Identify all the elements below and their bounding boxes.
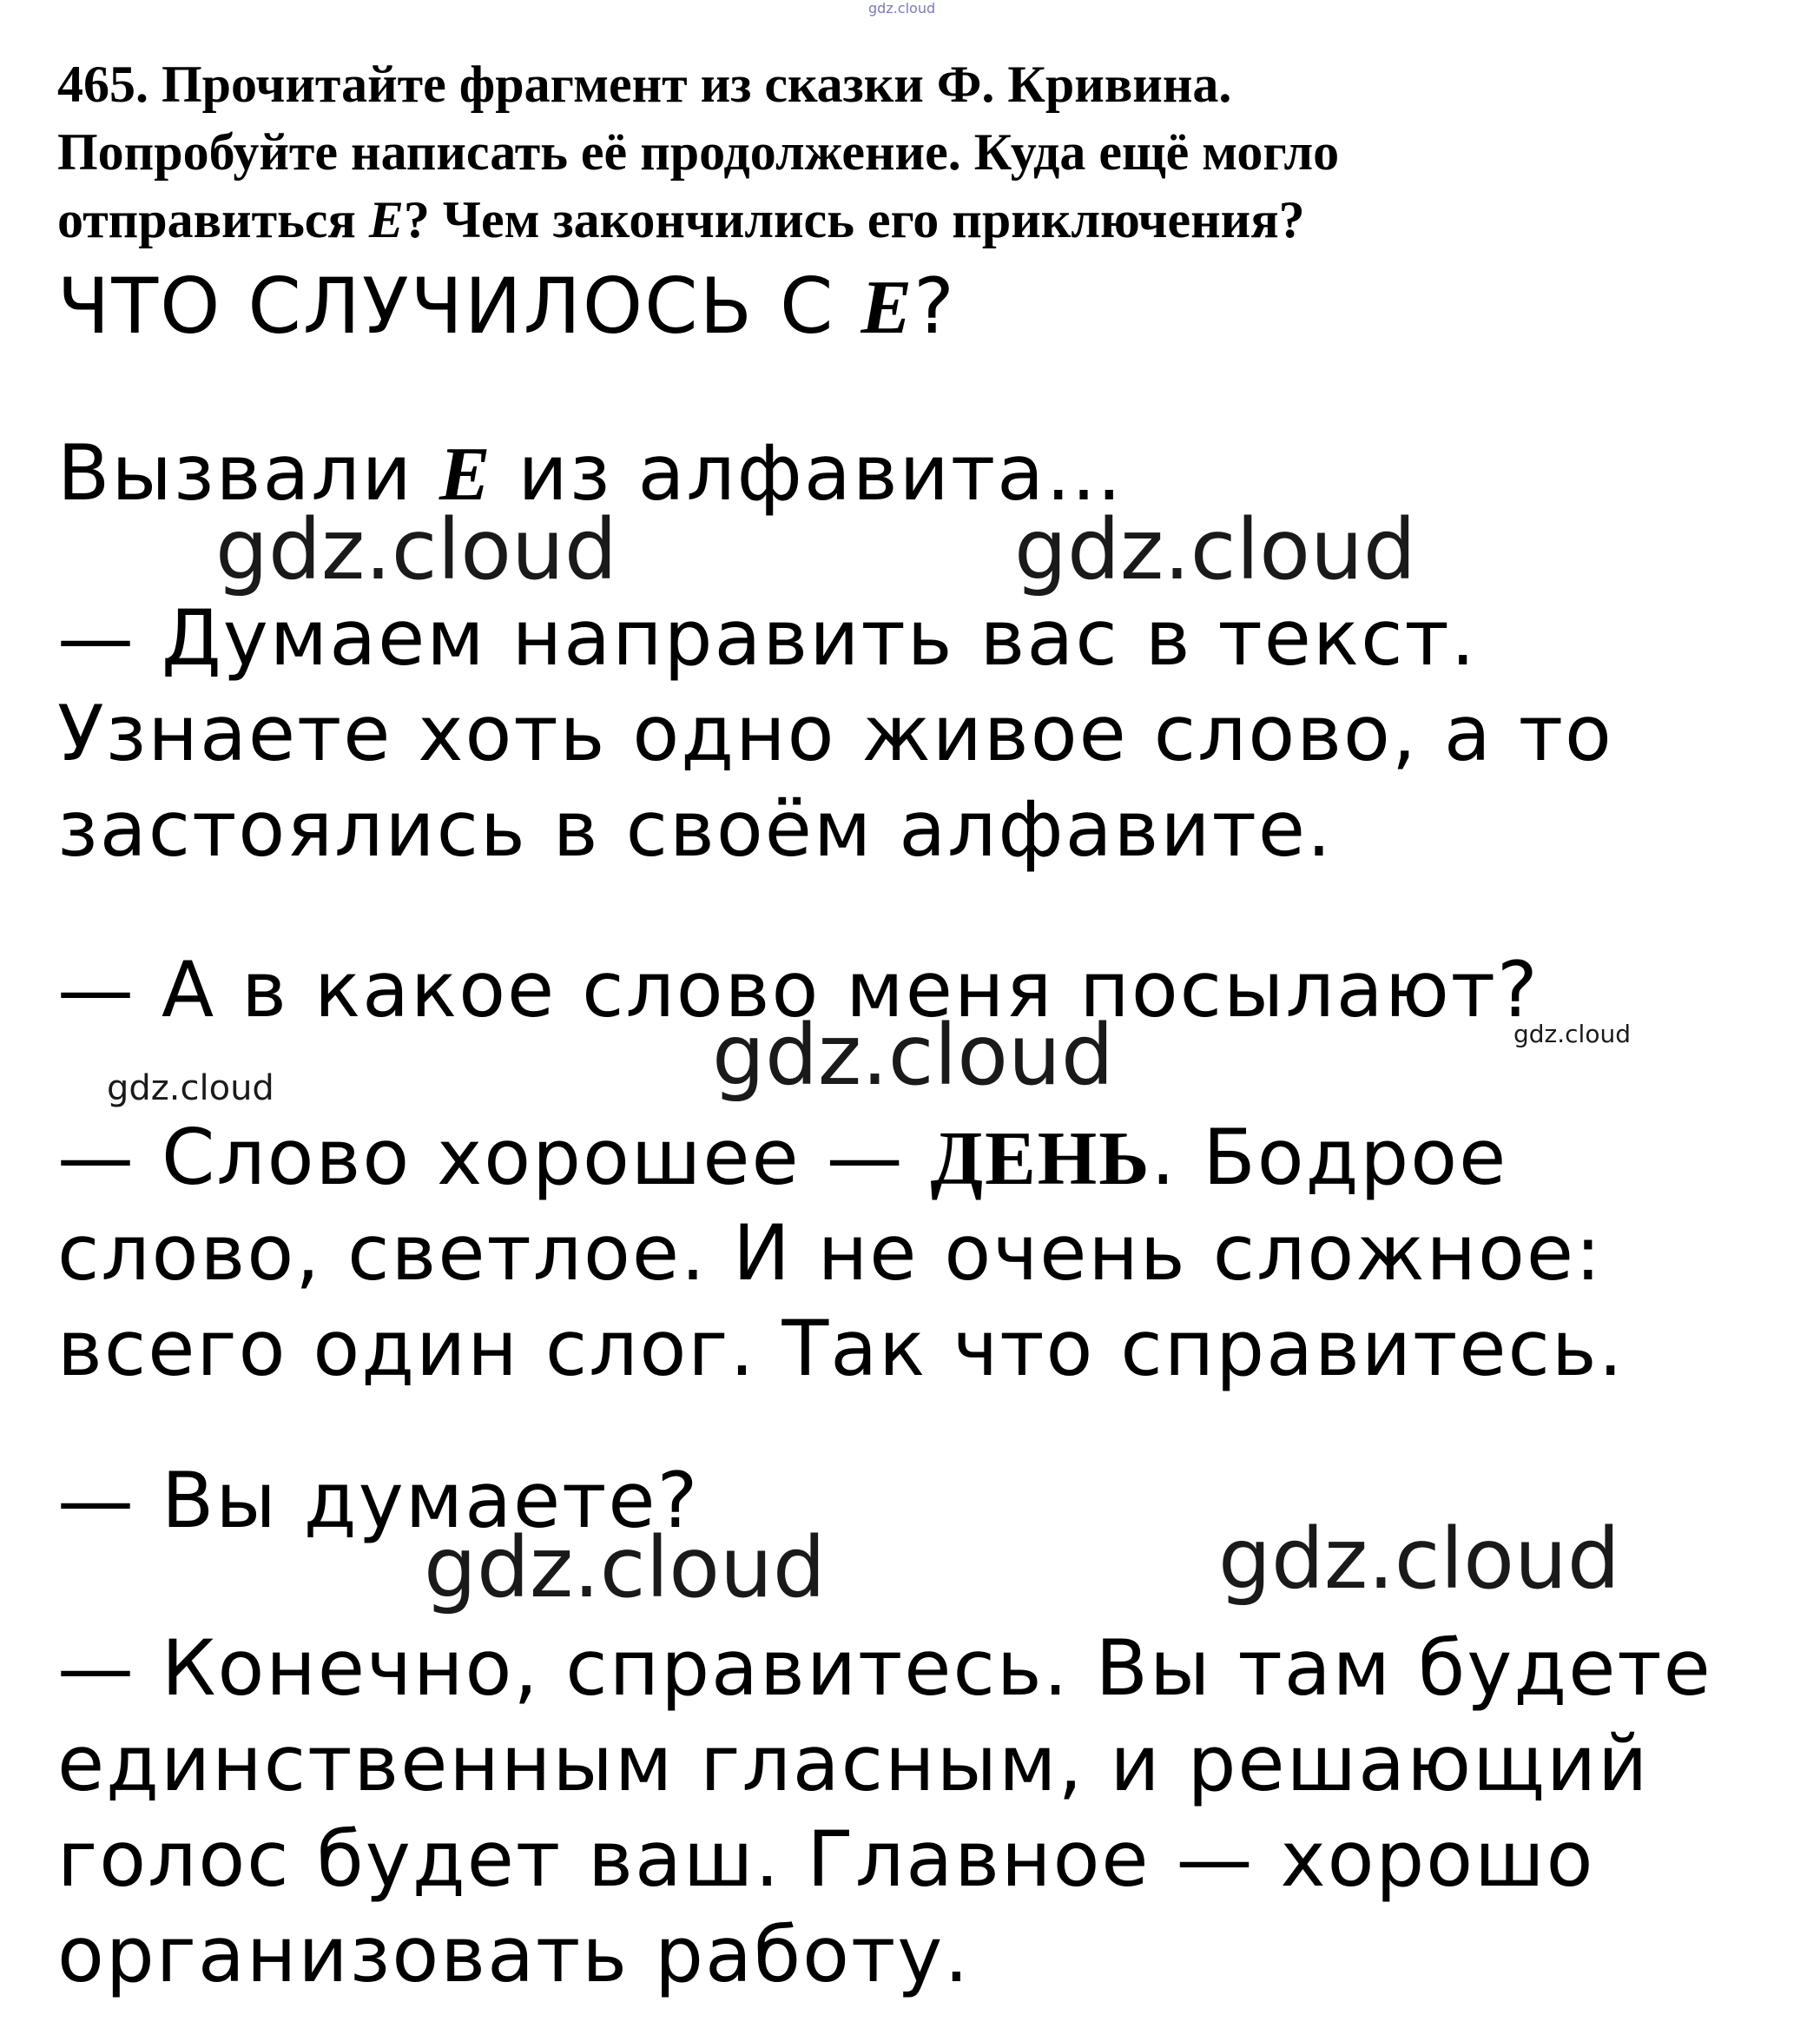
paragraph-6-line-4: организовать работу. [57,1910,971,1999]
watermark-4: gdz.cloud [712,1007,1114,1104]
task-line-1 [57,50,1759,118]
task-line-3-a: отправиться [57,191,369,248]
p4-b: . Бодрое [1151,1113,1508,1202]
watermark-6: gdz.cloud [424,1519,826,1616]
p1-letter: Е [439,433,492,517]
p1-b: из алфавита… [491,428,1124,518]
p4-a: — Слово хорошее — [57,1113,931,1202]
story-title [57,259,956,356]
watermark-2: gdz.cloud [1014,501,1416,598]
task-letter-e: Е [368,191,404,248]
watermark-7: gdz.cloud [1218,1510,1620,1608]
watermark-5: gdz.cloud [107,1068,274,1108]
watermark-1: gdz.cloud [215,501,617,598]
watermark-top: gdz.cloud [868,0,936,17]
paragraph-6-line-1: — Конечно, справитесь. Вы там будете [57,1623,1712,1713]
task-line-2: Попробуйте написать её продолжение. Куда ещё могло [57,123,1340,181]
task-line-1-text: Прочитайте фрагмент из сказки Ф. Кривина. [148,56,1232,113]
story-title-b: ? [913,261,956,351]
task-line-3 [57,186,1759,254]
paragraph-3-line-1: — А в какое слово меня посылают? [57,945,1540,1034]
paragraph-6-line-3: голос будет ваш. Главное — хорошо [57,1814,1595,1904]
paragraph-4-line-3: всего один слог. Так что справитесь. [57,1304,1625,1393]
paragraph-2-line-2: Узнаете хоть одно живое слово, а то [57,689,1613,778]
story-title-letter: Е [861,266,914,350]
paragraph-4-line-1 [57,1110,1507,1207]
story-title-a: ЧТО СЛУЧИЛОСЬ С [57,261,861,351]
task-header [57,50,1759,254]
watermark-3: gdz.cloud [1513,1020,1631,1048]
task-line-3-b: ? Чем закончились его приключения? [403,191,1305,248]
paragraph-4-line-2: слово, светлое. И не очень сложное: [57,1208,1603,1298]
paragraph-5-line-1: — Вы думаете? [57,1456,700,1545]
paragraph-2-line-3: застоялись в своём алфавите. [57,784,1333,874]
p4-word-den: ДЕНЬ [930,1117,1151,1201]
paragraph-6-line-2: единственным гласным, и решающий [57,1719,1650,1808]
p1-a: Вызвали [57,428,439,518]
paragraph-2-line-1: — Думаем направить вас в текст. [57,593,1477,683]
task-number: 465. [57,56,148,113]
